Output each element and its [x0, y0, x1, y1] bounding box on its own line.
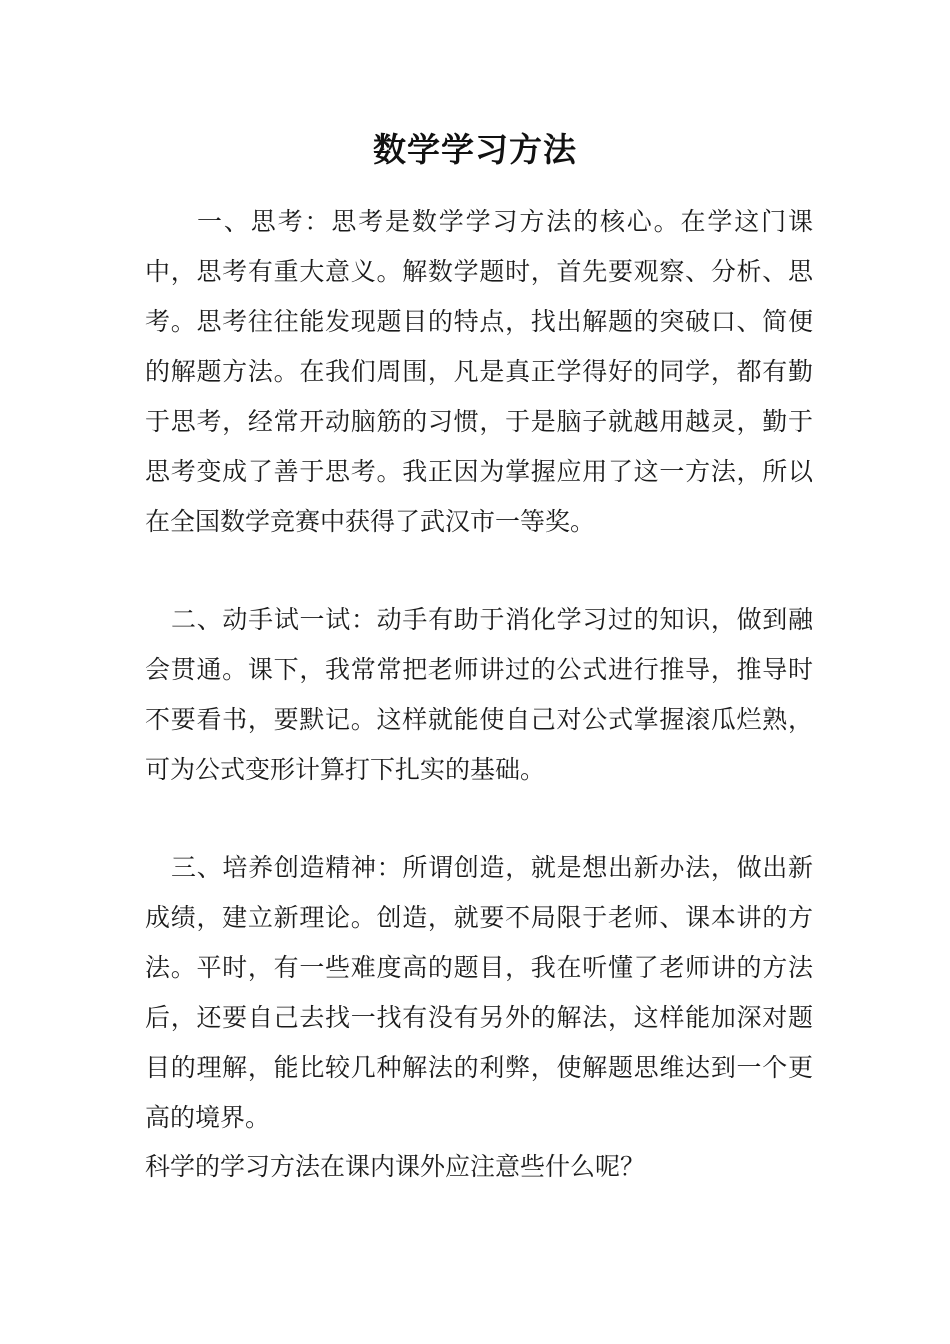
paragraph-thinking: 一、思考：思考是数学学习方法的核心。在学这门课中，思考有重大意义。解数学题时，首先要观察、分析、思考。思考往往能发现题目的特点，找出解题的突破口、简便的解题方法。在我们周围，凡是真正学得好的同学，都有勤于思考，经常开动脑筋的习惯，于是脑子就越用越灵，勤于思考变成了善于思考。我正因为掌握应用了这一方法，所以在全国数学竞赛中获得了武汉市一等奖。 — [145, 207, 813, 536]
document-title: 数学学习方法 — [373, 130, 577, 169]
paragraph-hands-on: 二、动手试一试：动手有助于消化学习过的知识，做到融会贯通。课下，我常常把老师讲过的公式进行推导，推导时不要看书，要默记。这样就能使自己对公式掌握滚瓜烂熟，可为公式变形计算打下扎实的基础。 — [145, 605, 813, 784]
paragraph-question: 科学的学习方法在课内课外应注意些什么呢？ — [145, 1152, 646, 1181]
paragraph-creativity: 三、培养创造精神：所谓创造，就是想出新办法，做出新成绩，建立新理论。创造，就要不局限于老师、课本讲的方法。平时，有一些难度高的题目，我在听懂了老师讲的方法后，还要自己去找一找有没有另外的解法，这样能加深对题目的理解，能比较几种解法的利弊，使解题思维达到一个更高的境界。 — [145, 853, 813, 1132]
